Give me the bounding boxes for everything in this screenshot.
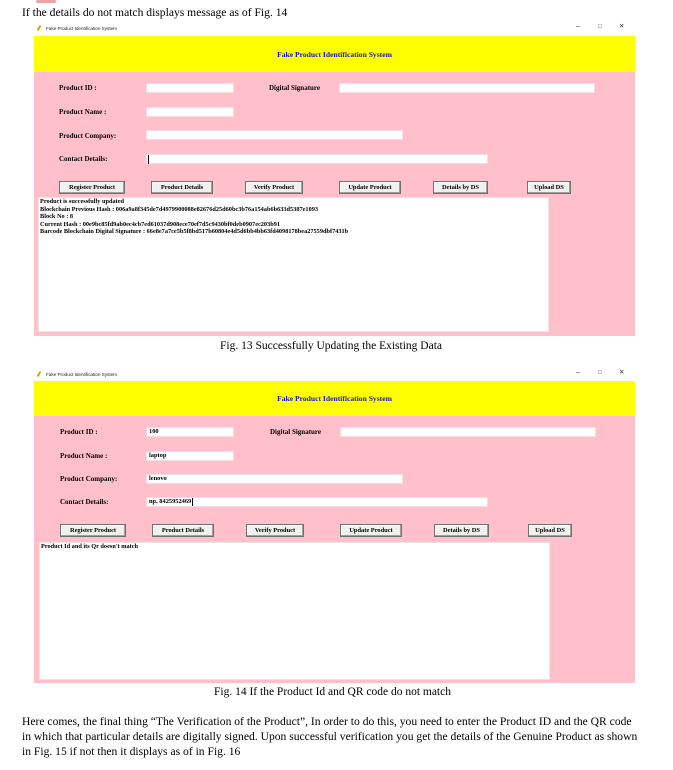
verify-product-button[interactable]: Verify Product: [245, 181, 303, 194]
feather-app-icon: [37, 25, 43, 31]
register-product-button[interactable]: Register Product: [59, 181, 125, 194]
product-company-input[interactable]: [146, 130, 403, 140]
fig14-app-window: [34, 367, 635, 683]
output-line: Barcode Blockchain Digital Signature : 66e8e7a7ce5b5f8bd517b60804e4d5d6bb4bb63fd4098178bea27559dbf7431b: [40, 228, 349, 236]
fig14-form-area: [34, 416, 635, 683]
fig14-caption: Fig. 14 If the Product Id and QR code do not match: [214, 686, 451, 698]
contact-details-label: Contact Details:: [60, 498, 109, 506]
digital-signature-input[interactable]: [339, 83, 595, 93]
outro-paragraph-line-3: in Fig. 15 if not then it displays as of in Fig. 16: [22, 745, 241, 758]
output-line: Product Id and its Qr doesn't match: [41, 543, 139, 550]
product-id-label: Product ID :: [60, 428, 98, 436]
fig14-title-bar: [34, 367, 635, 381]
outro-paragraph-line-1: Here comes, the final thing “The Verification of the Product”, In order to do this, you need to enter the Product ID and the QR code: [22, 715, 632, 728]
product-details-button[interactable]: Product Details: [151, 181, 213, 194]
text-cursor: [148, 155, 149, 164]
close-icon[interactable]: ✕: [619, 369, 625, 376]
product-details-button[interactable]: Product Details: [152, 524, 214, 537]
fig14-banner-title: Fake Product Identification System: [277, 394, 392, 403]
fig13-caption: Fig. 13 Successfully Updating the Existing Data: [220, 340, 442, 352]
maximize-icon[interactable]: □: [598, 24, 602, 30]
product-id-input[interactable]: [146, 83, 234, 93]
output-line: Current Hash : 00e9bc85fd9ab0ec4cb7ed61037d908ece70ef7d5c9430bf0deb0907ec203b91: [40, 220, 281, 228]
outro-paragraph-line-2: in which that particular details are digitally signed. Upon successful verification you get the details of the Genuine Product as shown: [22, 730, 638, 743]
intro-paragraph: If the details do not match displays message as of Fig. 14: [22, 6, 288, 19]
product-name-input[interactable]: laptop: [146, 451, 234, 461]
product-name-input[interactable]: [146, 107, 234, 117]
output-line: Product is successfully updated: [40, 198, 125, 205]
fig13-banner-title: Fake Product Identification System: [277, 49, 392, 59]
verify-product-button[interactable]: Verify Product: [246, 524, 304, 537]
minimize-icon[interactable]: –: [576, 369, 580, 376]
details-by-ds-button[interactable]: Details by DS: [433, 181, 488, 194]
product-company-label: Product Company:: [60, 475, 118, 483]
product-id-input[interactable]: 100: [146, 427, 234, 437]
contact-details-input[interactable]: [146, 154, 488, 164]
fig14-output-textbox[interactable]: [39, 542, 550, 680]
update-product-button[interactable]: Update Product: [340, 524, 402, 537]
maximize-icon[interactable]: □: [598, 370, 602, 376]
contact-details-label: Contact Details:: [59, 155, 108, 163]
fig13-form-area: [34, 72, 635, 336]
register-product-button[interactable]: Register Product: [60, 524, 126, 537]
page-edge-mark: [36, 0, 56, 3]
fig13-title-bar: [34, 21, 635, 35]
product-name-label: Product Name :: [59, 108, 107, 116]
product-company-label: Product Company:: [59, 132, 117, 140]
product-company-input[interactable]: lenovo: [146, 474, 403, 484]
update-product-button[interactable]: Update Product: [339, 181, 401, 194]
minimize-icon[interactable]: –: [576, 23, 580, 30]
output-line: Block No : 8: [40, 213, 74, 221]
product-id-label: Product ID :: [59, 84, 97, 92]
fig13-app-window: [34, 21, 635, 336]
product-name-label: Product Name :: [60, 452, 108, 460]
close-icon[interactable]: ✕: [619, 23, 625, 30]
digital-signature-label: Digital Signature: [269, 84, 321, 92]
details-by-ds-button[interactable]: Details by DS: [434, 524, 489, 537]
upload-ds-button[interactable]: Upload DS: [528, 524, 572, 537]
contact-details-input[interactable]: np, 8425952469: [146, 497, 488, 507]
fig14-header-banner: [34, 381, 635, 416]
fig14-window-title: Fake Product Identification System: [46, 371, 117, 377]
feather-app-icon: [37, 371, 43, 377]
fig13-output-textbox[interactable]: [38, 197, 549, 332]
upload-ds-button[interactable]: Upload DS: [527, 181, 571, 194]
fig13-header-banner: [34, 36, 635, 72]
digital-signature-label: Digital Signature: [270, 428, 322, 436]
digital-signature-input[interactable]: [340, 427, 596, 437]
fig13-window-title: Fake Product Identification System: [46, 25, 117, 31]
output-line: Blockchain Previous Hash : 006a9a8f345de7d4979900088e82676d25d60bc3b76a154ab6b633d5387e1093: [40, 205, 319, 213]
